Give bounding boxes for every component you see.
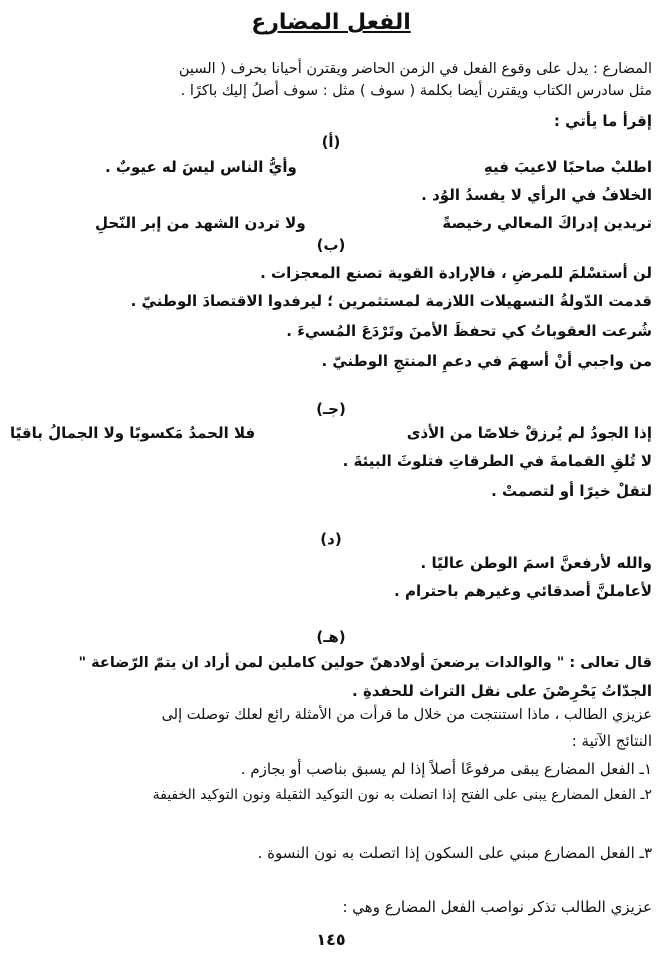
- section-b-item: شُرعت العقوباتُ كي تحفظَ الأمنَ وتَرْدَعَ المُسيءَ .: [286, 322, 652, 340]
- section-e-label: (هـ): [316, 628, 346, 646]
- read-label: إقرأ ما يأتي :: [553, 112, 652, 130]
- section-e-item: قال تعالى : " والوالدات يرضعنَ أولادهنّ حولين كاملين لمن أراد ان يتمّ الرّضاعة ": [78, 655, 652, 671]
- section-c-row1-right: إذا الجودُ لم يُرزقْ خلاصًا من الأذى: [406, 424, 652, 442]
- section-b-item: من واجبي أنْ أسهمَ في دعمِ المنتجِ الوطنيّ .: [321, 352, 652, 370]
- section-c-row1-left: فلا الحمدُ مَكسوبًا ولا الجمالُ باقيًا: [10, 424, 256, 442]
- intro-line-1: المضارع : يدل على وقوع الفعل في الزمن الحاضر ويقترن أحيانا بحرف ( السين: [178, 61, 652, 77]
- conclusion-line-2: النتائج الآتية :: [571, 732, 652, 750]
- section-a-row3-left: ولا تردن الشهد من إبر النّحلِ: [95, 214, 306, 232]
- section-b-item: قدمت الدّولةُ التسهيلات اللازمة لمستثمرين ؛ ليرفدوا الاقتصادَ الوطنيّ .: [130, 292, 652, 310]
- section-a-row1-left: وأيُّ الناس ليسَ له عيوبٌ .: [105, 158, 297, 176]
- section-a-row2-right: الخلافُ في الرأي لا يفسدُ الوُد .: [421, 186, 652, 204]
- section-d-label: (د): [320, 530, 342, 548]
- intro-line-2: مثل سادرس الكتاب ويقترن أيضا بكلمة ( سوف ) مثل : سوف أصلُ إليك باكرًا .: [180, 83, 652, 99]
- result-item: ٣ـ الفعل المضارع مبني على السكون إذا اتصلت به نون النسوة .: [257, 844, 652, 862]
- section-c-label: (جـ): [316, 400, 346, 418]
- section-c-row2-right: لا تُلقِ القمامةَ في الطرقاتِ فتلوثَ البيئةَ .: [342, 452, 652, 470]
- result-item: ٢ـ الفعل المضارع يبنى على الفتح إذا اتصلت به نون التوكيد الثقيلة ونون التوكيد الخفيفة: [152, 787, 652, 803]
- section-e-item: الجدّاتُ يَحْرِصْنَ على نقل التراث للحفدةِ .: [352, 682, 652, 700]
- page-title: الفعل المضارع: [251, 10, 411, 35]
- result-item: ١ـ الفعل المضارع يبقى مرفوعًا أصلاً إذا لم يسبق بناصب أو بجازم .: [240, 760, 652, 778]
- conclusion-line-1: عزيزي الطالب ، ماذا استنتجت من خلال ما قرأت من الأمثلة رائع لعلك توصلت إلى: [161, 707, 652, 723]
- closing-line: عزيزي الطالب تذكر نواصب الفعل المضارع وهي :: [342, 898, 652, 916]
- section-b-item: لن أستسْلمَ للمرضِ ، فالإرادة القوية تصنع المعجزات .: [260, 264, 652, 282]
- page-number: ١٤٥: [316, 930, 346, 949]
- section-d-item: لأعاملنَّ أصدقائي وغيرهم باحترام .: [394, 582, 652, 600]
- section-a-row1-right: اطلبْ صاحبًا لاعيبَ فيهِ: [483, 158, 652, 176]
- section-c-row3-right: لتقلْ خيرًا أو لتصمتْ .: [491, 482, 652, 500]
- section-d-item: والله لأرفعنَّ اسمَ الوطن عاليًا .: [420, 554, 652, 572]
- section-b-label: (ب): [316, 236, 346, 254]
- section-a-row3-right: تريدين إدراكَ المعالي رخيصةً: [442, 214, 652, 232]
- section-a-label: (أ): [321, 133, 341, 151]
